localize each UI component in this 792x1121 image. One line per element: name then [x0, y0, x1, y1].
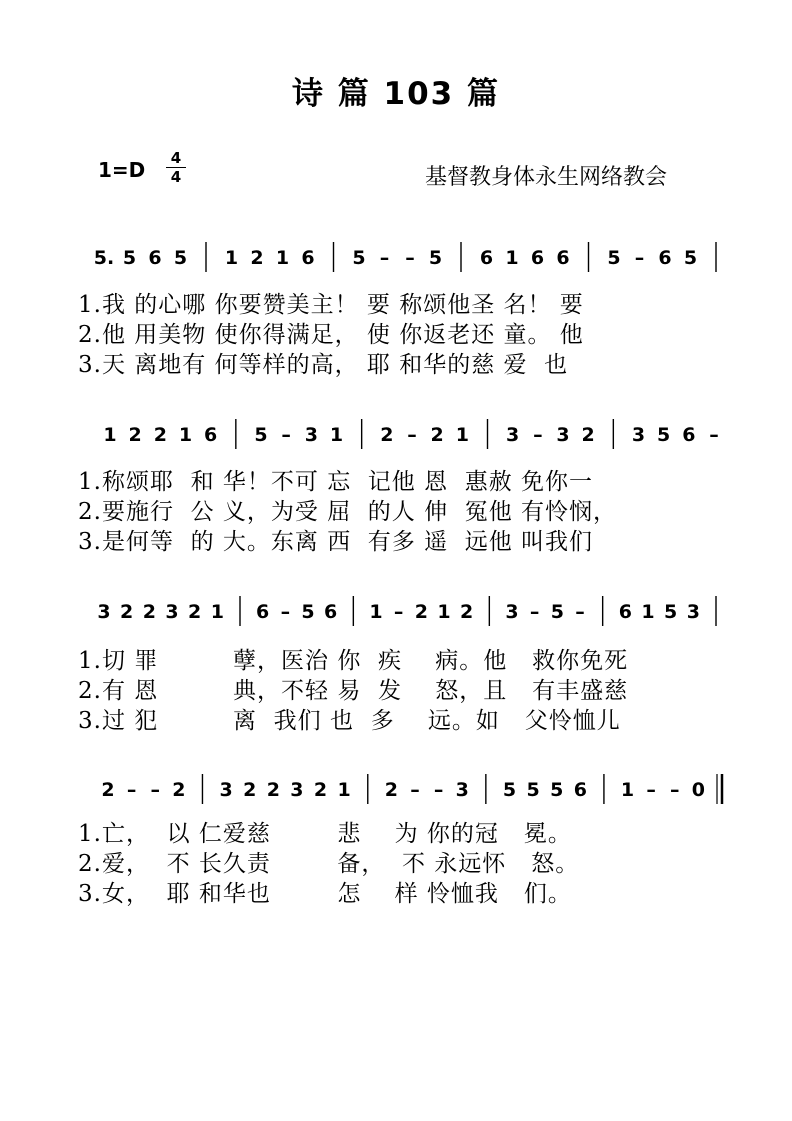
time-signature-bottom: 4	[170, 168, 182, 186]
note: 3	[165, 601, 179, 623]
note: 2	[128, 424, 142, 446]
dash-note: –	[646, 779, 656, 801]
note: 2	[313, 779, 328, 801]
dash-note: –	[433, 779, 444, 801]
note: 2	[153, 424, 167, 446]
note: 2	[460, 601, 474, 623]
notation-line-4	[0, 760, 792, 820]
score-line-1	[0, 228, 792, 288]
note: 3	[506, 424, 520, 446]
note: 2	[380, 424, 394, 446]
note: 6	[256, 601, 270, 623]
dash-note: –	[281, 424, 291, 446]
lyric-line-2-verse-2: 2.要施行 公 义，为受 屈 的人 伸 冤他 有怜悯，	[78, 499, 618, 525]
note: 2	[101, 779, 115, 801]
note: 1	[437, 601, 451, 623]
note: 6	[148, 247, 162, 269]
note: 5	[550, 601, 564, 623]
dash-note: –	[407, 424, 417, 446]
note: 3	[556, 424, 570, 446]
dash-note: –	[529, 601, 540, 623]
note: 6	[682, 424, 696, 446]
dash-note: –	[126, 779, 137, 801]
lyric-line-3-verse-2: 2.有 恩 典，不轻 易 发 怒，且 有丰盛慈	[78, 678, 629, 704]
note: 5	[428, 247, 443, 269]
note: 5	[173, 247, 188, 269]
key-signature: 1=D	[98, 158, 146, 182]
note: 3	[219, 779, 233, 801]
note: 2	[581, 424, 595, 446]
note: 5	[122, 247, 137, 269]
lyric-line-3-verse-1: 1.切 罪 孽，医治 你 疾 病。他 救你免死	[78, 648, 629, 674]
note: 1	[455, 424, 469, 446]
score-line-4	[0, 760, 792, 820]
note: 1	[620, 779, 635, 801]
note: 2	[430, 424, 444, 446]
note: 3	[455, 779, 469, 801]
note: 6	[658, 247, 672, 269]
note: 1	[641, 601, 655, 623]
notation-line-1	[0, 228, 792, 288]
note: 6	[530, 247, 545, 269]
note: 6	[573, 779, 587, 801]
dash-note: –	[379, 247, 390, 269]
note: 5	[550, 779, 564, 801]
note: 3	[304, 424, 318, 446]
dash-note: –	[410, 779, 420, 801]
dash-note: –	[393, 601, 404, 623]
note: 5	[352, 247, 366, 269]
note: 1	[275, 247, 290, 269]
note: 2	[142, 601, 156, 623]
lyric-line-2-verse-1: 1.称颂耶 和 华！不可 忘 记他 恩 惠赦 免你一	[78, 469, 594, 495]
lyric-line-1-verse-2: 2.他 用美物 使你得满足， 使 你返老还 童。 他	[78, 322, 584, 348]
note: 5	[254, 424, 268, 446]
note: 1	[210, 601, 224, 623]
note: 5	[301, 601, 315, 623]
note: 3	[97, 601, 111, 623]
time-signature-top: 4	[170, 149, 182, 167]
note: 6	[479, 247, 494, 269]
note: 2	[172, 779, 186, 801]
note: 6	[301, 247, 315, 269]
note: 5	[664, 601, 678, 623]
dash-note: –	[533, 424, 543, 446]
notation-line-3	[0, 582, 792, 642]
lyric-line-2-verse-3: 3.是何等 的 大。东离 西 有多 遥 远他 叫我们	[78, 529, 594, 555]
time-signature	[166, 150, 186, 185]
page-title: 诗 篇 103 篇	[291, 76, 501, 112]
note: 1	[224, 247, 239, 269]
note: 3	[505, 601, 519, 623]
note: 2	[243, 779, 257, 801]
dash-note: –	[575, 601, 585, 623]
note: 3	[686, 601, 700, 623]
note: 5.	[93, 247, 115, 269]
source-credit: 基督教身体永生网络教会	[425, 165, 668, 190]
note: 2	[414, 601, 428, 623]
note: 6	[324, 601, 338, 623]
dash-note: –	[634, 247, 645, 269]
lyric-line-1-verse-3: 3.天 离地有 何等样的高， 耶 和华的慈 爱 也	[78, 352, 569, 378]
note: 1	[337, 779, 351, 801]
lyric-line-3-verse-3: 3.过 犯 离 我们 也 多 远。如 父怜恤儿	[78, 708, 621, 734]
dash-note: –	[709, 424, 719, 446]
score-line-2	[0, 405, 792, 465]
note: 5	[683, 247, 698, 269]
note: 2	[250, 247, 264, 269]
note: 5	[657, 424, 671, 446]
note: 1	[329, 424, 344, 446]
note: 2	[384, 779, 399, 801]
dash-note: –	[670, 779, 680, 801]
note: 5	[607, 247, 621, 269]
note: 2	[120, 601, 134, 623]
note: 1	[178, 424, 193, 446]
dash-note: –	[405, 247, 415, 269]
note: 6	[618, 601, 632, 623]
note: 3	[631, 424, 646, 446]
note: 2	[266, 779, 280, 801]
note: 6	[204, 424, 218, 446]
note: 1	[369, 601, 383, 623]
note: 1	[505, 247, 519, 269]
notation-line-2	[0, 405, 792, 465]
dash-note: –	[280, 601, 291, 623]
note: 6	[556, 247, 570, 269]
note: 5	[502, 779, 517, 801]
note: 3	[290, 779, 304, 801]
lyric-line-1-verse-1: 1.我 的心哪 你要赞美主！ 要 称颂他圣 名！ 要	[78, 292, 584, 318]
note: 5	[526, 779, 540, 801]
note: 0	[691, 779, 706, 801]
lyric-line-4-verse-1: 1.亡， 以 仁爱慈 悲 为 你的冠 冕。	[78, 821, 572, 847]
lyric-line-4-verse-2: 2.爱， 不 长久责 备， 不 永远怀 怒。	[78, 851, 580, 877]
lyric-line-4-verse-3: 3.女， 耶 和华也 怎 样 怜恤我 们。	[78, 881, 572, 907]
note: 2	[188, 601, 202, 623]
score-line-3	[0, 582, 792, 642]
dash-note: –	[150, 779, 160, 801]
note: 1	[103, 424, 117, 446]
